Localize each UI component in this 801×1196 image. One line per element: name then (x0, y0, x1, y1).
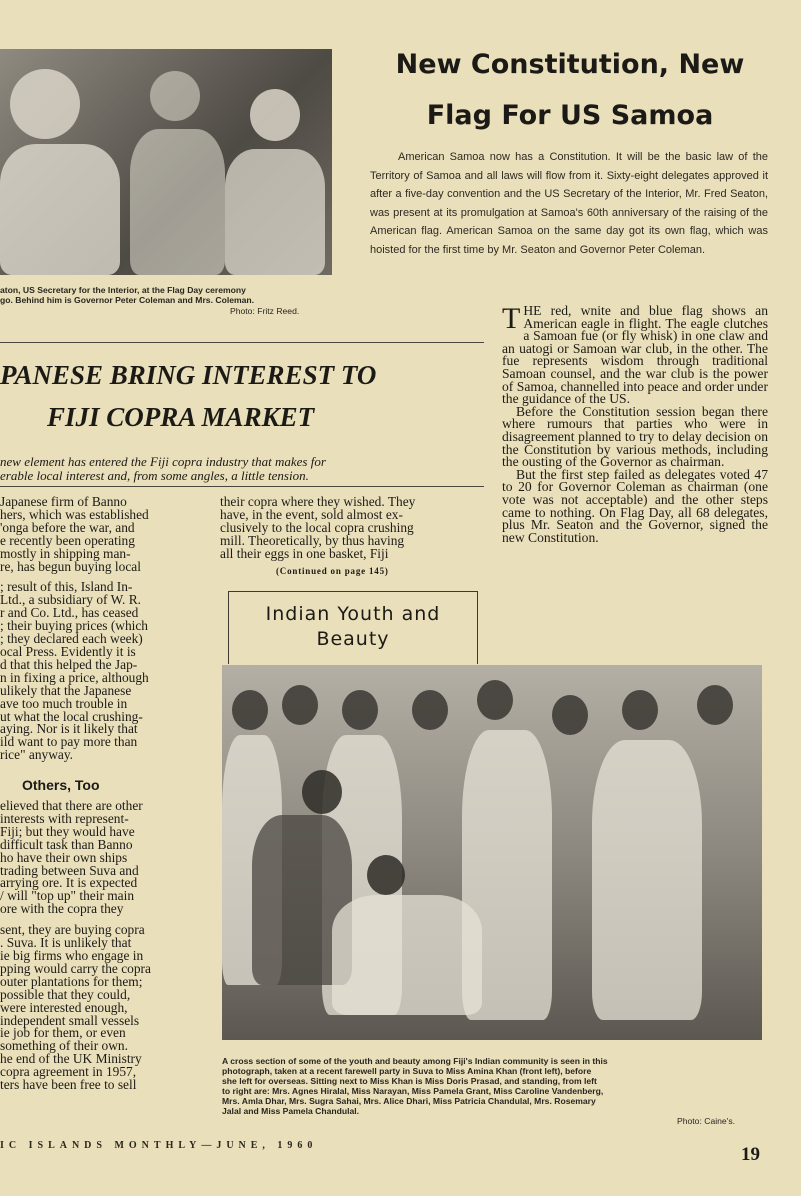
text-line: / will "top up" their main (0, 888, 135, 904)
text-line: ; their buying prices (which (0, 618, 149, 634)
caption-line: Jalal and Miss Pamela Chandulal. (222, 1106, 360, 1116)
text-line: d that this helped the Jap- (0, 656, 138, 672)
headline-line: Flag For US Samoa (426, 100, 714, 131)
text-line: ulikely that the Japanese (0, 682, 132, 698)
samoa-photo-caption (0, 285, 340, 305)
text-line: ie job for them, or even (0, 1025, 126, 1041)
text-line: ut what the local crushing- (0, 708, 143, 724)
text-line: ie big firms who engage in (0, 948, 144, 963)
text-line: difficult task than Banno (0, 836, 133, 852)
text-line: mill. Theoretically, by thus having (220, 532, 405, 548)
caption-line: she left for overseas. Sitting next to Miss Khan is Miss Doris Prasad, and standing, from left (222, 1076, 597, 1086)
fiji-subhead: Others, Too (22, 777, 100, 794)
samoa-intro: American Samoa now has a Constitution. It will be the basic law of the Territory of Samoa and all laws will flow from it. Sixty-eight delegates approved it after a five-day convention and the US Secretary of the Interior, Mr. Fred Seaton, was present at its promulgation at Samoa's 60th anniversary of the raising of the American flag. American Samoa on the same day got its own flag, which was hoisted for the first time by Mr. Seaton and Governor Peter Coleman. (370, 151, 768, 256)
text-line: ters have been free to sell (0, 1077, 137, 1093)
headline-line: New Constitution, New (395, 49, 745, 80)
text-line: possible that they could, (0, 986, 131, 1002)
text-line: ave too much trouble in (0, 695, 128, 711)
text-line: trading between Suva and (0, 862, 139, 878)
text-line: aying. Nor is it likely that (0, 721, 138, 737)
fiji-column-1 (0, 496, 198, 1092)
text-line: arrying ore. It is expected (0, 875, 138, 891)
indian-youth-title-box (228, 591, 478, 664)
section-divider (0, 342, 484, 343)
text-line: all their eggs in one basket, Fiji (220, 545, 389, 561)
samoa-article-body (502, 302, 768, 545)
text-line: n in fixing a price, although (0, 669, 149, 685)
text-line: Japanese firm of Banno (0, 494, 127, 509)
text-line: pping would carry the copra (0, 960, 151, 976)
text-line: clusively to the local copra crushing (220, 519, 414, 535)
text-line: were interested enough, (0, 999, 128, 1015)
samoa-photo-credit: Photo: Fritz Reed. (230, 306, 300, 316)
text-line: ore with the copra they (0, 901, 124, 917)
text-line: ho have their own ships (0, 849, 128, 865)
text-line: rice" anyway. (0, 747, 74, 763)
box-title-line: Beauty (316, 628, 390, 650)
page-number: 19 (741, 1144, 760, 1165)
fiji-continued-link[interactable]: (Continued on page 145) (276, 566, 389, 576)
caption-line: Mrs. Amla Dhar, Mrs. Sugra Sahai, Mrs. Alice Dhari, Miss Patricia Chandulal, Mrs. Rosemary (222, 1096, 596, 1106)
indian-youth-group-photo (222, 665, 762, 1040)
text-line: their copra where they wished. They (220, 494, 416, 509)
fiji-column-2 (220, 496, 482, 561)
fiji-headline-line2: FIJI COPRA MARKET (47, 402, 315, 432)
text-line: outer plantations for them; (0, 973, 143, 989)
text-line: . Suva. It is unlikely that (0, 935, 132, 951)
standfirst-line: new element has entered the Fiji copra industry that makes for (0, 454, 326, 469)
text-line: r and Co. Ltd., has ceased (0, 605, 139, 621)
text-line: have, in the event, sold almost ex- (220, 506, 403, 522)
standfirst-rule (0, 486, 484, 487)
text-line: sent, they are buying copra (0, 922, 145, 938)
text-line: elieved that there are other (0, 798, 143, 814)
box-title-line: Indian Youth and (265, 603, 441, 625)
text-line: re, has begun buying local (0, 558, 141, 574)
caption-line: to right are: Mrs. Agnes Hiralal, Miss Narayan, Miss Pamela Grant, Miss Caroline Vandenberg, (222, 1086, 604, 1096)
standfirst-line: erable local interest and, from some angles, a little tension. (0, 468, 309, 483)
indian-youth-photo-credit: Photo: Caine's. (677, 1116, 736, 1126)
samoa-headline (370, 44, 770, 136)
text-line: ild want to pay more than (0, 734, 138, 750)
samoa-flag-day-photo (0, 49, 332, 275)
samoa-paragraph: Before the Constitution session began there where rumours that parties who were in disagreement planned to try to delay decision on the Constitution by various methods, including the ousting of the Governor as chairman. (502, 403, 768, 470)
text-line: 'onga before the war, and (0, 519, 135, 535)
footer-masthead: IC ISLANDS MONTHLY—JUNE, 1960 (0, 1140, 318, 1151)
drop-cap: T (502, 302, 521, 335)
caption-line: photograph, taken at a recent farewell party in Suva to Miss Amina Khan (front left), before (222, 1066, 592, 1076)
text-line: independent small vessels (0, 1012, 140, 1028)
text-line: ; result of this, Island In- (0, 579, 133, 595)
indian-youth-caption (222, 1056, 767, 1116)
samoa-paragraph: But the first step failed as delegates voted 47 to 20 for Governor Coleman as chairman (one vote was not acceptable) and the other steps came to nothing. On Flag Day, all 68 delegates, plus Mr. Seaton and the Governor, signed the new Constitution. (502, 466, 768, 545)
caption-line: aton, US Secretary for the Interior, at the Flag Day ceremony (0, 285, 246, 295)
text-line: Ltd., a subsidiary of W. R. (0, 592, 141, 608)
text-line: copra agreement in 1957, (0, 1064, 137, 1080)
text-line: hers, which was established (0, 506, 149, 522)
text-line: mostly in shipping man- (0, 545, 131, 561)
caption-line: A cross section of some of the youth and beauty among Fiji's Indian community is seen in this (222, 1056, 608, 1066)
fiji-standfirst (0, 455, 326, 483)
text-line: ocal Press. Evidently it is (0, 643, 136, 659)
text-line: e recently been operating (0, 532, 135, 548)
text-line: he end of the UK Ministry (0, 1051, 142, 1067)
text-line: ; they declared each week) (0, 631, 143, 647)
text-line: interests with represent- (0, 810, 129, 826)
text-line: Fiji; but they would have (0, 823, 135, 839)
caption-line: go. Behind him is Governor Peter Coleman and Mrs. Coleman. (0, 295, 255, 305)
text-line: something of their own. (0, 1038, 128, 1054)
samoa-paragraph: HE red, wnite and blue flag shows an American eagle in flight. The eagle clutches a Samoan fue (or fly whisk) in one claw and an uatogi or Samoan war club, in the other. The fue represents wisdom through traditional Samoan counsel, and the war club is the power of Samoa, channelled into peace and order under the guidance of the US. (502, 303, 768, 407)
fiji-headline-line1: PANESE BRING INTEREST TO (0, 360, 377, 390)
